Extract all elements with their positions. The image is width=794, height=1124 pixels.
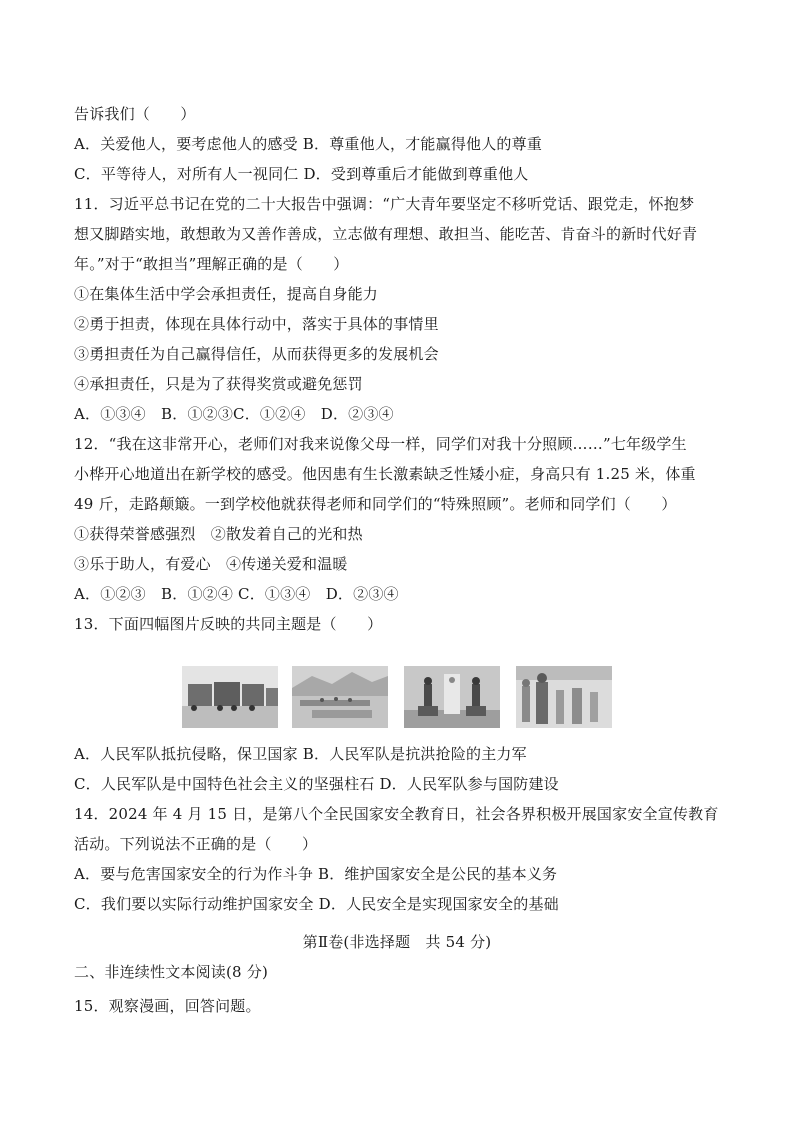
q13-stem: 13．下面四幅图片反映的共同主题是（ ）	[74, 615, 383, 633]
q10-stem-end: 告诉我们（ ）	[74, 105, 196, 123]
q10-options-ab: A．关爱他人，要考虑他人的感受 B．尊重他人，才能赢得他人的尊重	[74, 135, 543, 153]
q11-statement-4: ④承担责任，只是为了获得奖赏或避免惩罚	[74, 375, 363, 393]
q10-options-cd: C．平等待人，对所有人一视同仁 D．受到尊重后才能做到尊重他人	[74, 165, 529, 183]
photo-flood-rescue	[292, 666, 388, 728]
q12-stem-line-3: 49 斤，走路颠簸。一到学校他就获得老师和同学们的“特殊照顾”。老师和同学们（ ）	[74, 495, 677, 513]
part-two-heading: 二、非连续性文本阅读(8 分)	[74, 963, 269, 981]
q14-stem-line-2: 活动。下列说法不正确的是（ ）	[74, 835, 318, 853]
q11-statement-2: ②勇于担责，体现在具体行动中，落实于具体的事情里	[74, 315, 439, 333]
photo-military-trucks	[182, 666, 278, 728]
q14-options-cd: C．我们要以实际行动维护国家安全 D．人民安全是实现国家安全的基础	[74, 895, 559, 913]
q13-options-cd: C．人民军队是中国特色社会主义的坚强柱石 D．人民军队参与国防建设	[74, 775, 559, 793]
q13-photo-strip	[182, 666, 612, 728]
q11-statement-1: ①在集体生活中学会承担责任，提高自身能力	[74, 285, 379, 303]
q12-options: A．①②③ B．①②④ C．①③④ D．②③④	[74, 585, 399, 603]
q11-options: A．①③④ B．①②③C．①②④ D．②③④	[74, 405, 394, 423]
q11-stem-line-3: 年。”对于“敢担当”理解正确的是（ ）	[74, 255, 349, 273]
q11-stem-line-1: 11．习近平总书记在党的二十大报告中强调：“广大青年要坚定不移听党话、跟党走，怀抱梦	[74, 195, 695, 213]
section-ii-heading: 第Ⅱ卷(非选择题 共 54 分)	[302, 933, 492, 951]
q12-stem-line-1: 12．“我在这非常开心，老师们对我来说像父母一样，同学们对我十分照顾……”七年级学生	[74, 435, 687, 453]
q11-statement-3: ③勇担责任为自己赢得信任，从而获得更多的发展机会	[74, 345, 439, 363]
q14-stem-line-1: 14．2024 年 4 月 15 日，是第八个全民国家安全教育日，社会各界积极开展国家安全宣传教育	[74, 805, 719, 823]
q15-stem: 15．观察漫画，回答问题。	[74, 997, 261, 1015]
q12-statements-3-4: ③乐于助人，有爱心 ④传递关爱和温暖	[74, 555, 348, 573]
q11-stem-line-2: 想又脚踏实地，敢想敢为又善作善成，立志做有理想、敢担当、能吃苦、肯奋斗的新时代好青	[74, 225, 698, 243]
q12-stem-line-2: 小桦开心地道出在新学校的感受。他因患有生长激素缺乏性矮小症，身高只有 1.25 米，体重	[74, 465, 696, 483]
q14-options-ab: A．要与危害国家安全的行为作斗争 B．维护国家安全是公民的基本义务	[74, 865, 558, 883]
photo-soldiers-parade	[516, 666, 612, 728]
photo-border-guards	[404, 666, 500, 728]
q13-options-ab: A．人民军队抵抗侵略，保卫国家 B．人民军队是抗洪抢险的主力军	[74, 745, 527, 763]
q12-statements-1-2: ①获得荣誉感强烈 ②散发着自己的光和热	[74, 525, 363, 543]
